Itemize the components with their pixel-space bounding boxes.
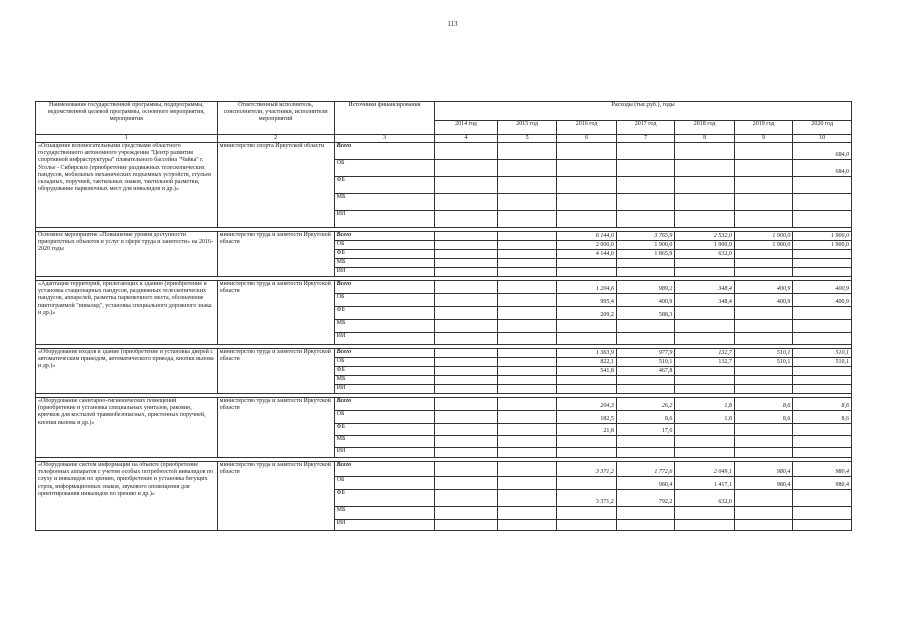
expense-value [497,424,557,436]
expense-value [616,333,675,345]
expense-value [497,398,557,411]
expense-value [734,333,793,345]
expense-value [734,490,793,507]
expense-value [435,349,498,358]
measure-name: Основное мероприятие «Повышение уровня доступности приоритетных объектов и услуг в сфере труда и занятости» на 2016-2020 годы [36,232,218,277]
measure-executor: министерство труда и занятости Иркутской области [217,398,334,458]
funding-source-label: ОБ [334,477,435,490]
expense-value [734,160,793,177]
expense-value: 510,1 [734,358,793,367]
expense-value [497,477,557,490]
expense-value [497,259,557,268]
expense-value: 1 363,9 [557,349,617,358]
expense-value: 3 371,2 [557,462,617,477]
measure-name: «Оборудование санитарно-гигиенических помещений (приобретение и установка специальных унитазов, раковин, крючков для костылей травмобезопасных, пристенных поручней, кнопки вызова и др.)» [36,398,218,458]
expense-value [675,307,735,320]
expense-value: 989,2 [616,281,675,294]
expense-value [497,411,557,424]
funding-source-label: ФБ [334,424,435,436]
funding-source-label: ОБ [334,241,435,250]
expense-value: 588,3 [616,307,675,320]
expense-value [497,507,557,520]
expense-value [557,194,617,211]
expense-value [557,448,617,458]
funding-source-label: ИИ [334,448,435,458]
expense-value: 980,4 [734,477,793,490]
expense-value [435,507,498,520]
expense-value: 132,7 [675,349,735,358]
expense-value: 4 144,0 [557,250,617,259]
year-header: 2015 год [497,121,557,135]
expense-value [734,268,793,277]
expense-value [675,520,735,531]
funding-source-label: Всего [334,143,435,160]
expense-value: 8,6 [734,398,793,411]
expense-value: 1 900,0 [734,241,793,250]
year-header: 2014 год [435,121,498,135]
funding-source-label: ОБ [334,411,435,424]
expense-value [616,177,675,194]
expense-value [675,177,735,194]
expense-value [734,250,793,259]
funding-source-label: МБ [334,507,435,520]
year-header: 2020 год [793,121,852,135]
expense-value: 2 532,0 [675,232,735,241]
funding-source-label: Всего [334,462,435,477]
expense-value [497,376,557,385]
measure-executor: министерство труда и занятости Иркутской области [217,349,334,394]
expense-value [616,376,675,385]
expense-value [557,177,617,194]
expense-value [793,436,852,448]
column-number: 3 [334,135,435,143]
header-executor: Ответственный исполнитель, соисполнители, участники, исполнители мероприятий [217,102,334,135]
expense-value: 1 417,1 [675,477,735,490]
budget-table [35,101,852,531]
funding-source-label: Всего [334,398,435,411]
expense-value [616,520,675,531]
expense-value [497,333,557,345]
expense-value [497,281,557,294]
expense-value [497,177,557,194]
header-sources: Источники финансирования [334,102,435,135]
expense-value [497,448,557,458]
expense-value [675,268,735,277]
column-number: 10 [793,135,852,143]
expense-value [675,333,735,345]
expense-value [435,177,498,194]
expense-value [497,211,557,228]
year-header: 2019 год [734,121,793,135]
expense-value [557,436,617,448]
expense-value [734,177,793,194]
expense-value [675,507,735,520]
expense-value: 1 900,0 [793,241,852,250]
expense-value: 1 900,0 [793,232,852,241]
expense-value: 1 865,9 [616,250,675,259]
funding-source-label: ИИ [334,333,435,345]
expense-value: 26,2 [616,398,675,411]
funding-source-label: Всего [334,281,435,294]
funding-source-label: ОБ [334,294,435,307]
expense-value: 2 000,0 [557,241,617,250]
expense-value [793,507,852,520]
measure-executor: министерство труда и занятости Иркутской области [217,281,334,345]
measure-name: «Адаптация территорий, прилегающих к зданию (приобретение и установка стационарных пандусов, раздвижных телескопических пандусов, аппарелей, разметка парковочного места, обозначение пиктограммой "инвалид", установка специального дорожного знака и др.)» [36,281,218,345]
expense-value: 684,0 [793,160,852,177]
expense-value: 1 772,6 [616,462,675,477]
expense-value [435,160,498,177]
expense-value [435,250,498,259]
expense-value: 8,6 [734,411,793,424]
expense-value: 541,8 [557,367,617,376]
column-number: 8 [675,135,735,143]
funding-source-label: Всего [334,232,435,241]
funding-source-label: МБ [334,436,435,448]
expense-value [616,268,675,277]
expense-value: 792,2 [616,490,675,507]
expense-value [557,143,617,160]
column-number: 2 [217,135,334,143]
expense-value [557,259,617,268]
expense-value [675,194,735,211]
funding-source-label: ФБ [334,490,435,507]
expense-value [435,268,498,277]
expense-value [497,358,557,367]
expense-value [734,385,793,394]
expense-value [616,448,675,458]
expense-value [793,333,852,345]
measure-executor: министерство спорта Иркутской области [217,143,334,228]
year-header: 2018 год [675,121,735,135]
expense-value [734,307,793,320]
expense-value: 3 765,9 [616,232,675,241]
expense-value: 348,4 [675,294,735,307]
expense-value [435,367,498,376]
expense-value [734,367,793,376]
expense-value [435,448,498,458]
expense-value: 822,1 [557,358,617,367]
expense-value [793,194,852,211]
expense-value [497,250,557,259]
expense-value [557,507,617,520]
expense-value [435,259,498,268]
expense-value [734,320,793,333]
expense-value [497,436,557,448]
expense-value [435,320,498,333]
expense-value: 995,4 [557,294,617,307]
expense-value [435,241,498,250]
expense-value: 1 204,6 [557,281,617,294]
expense-value: 510,1 [734,349,793,358]
year-header: 2017 год [616,121,675,135]
expense-value: 684,0 [793,143,852,160]
expense-value: 980,4 [793,477,852,490]
expense-value [497,232,557,241]
expense-value: 980,4 [734,462,793,477]
expense-value: 132,7 [675,358,735,367]
column-number: 9 [734,135,793,143]
page-number: 113 [447,20,458,28]
funding-source-label: ИИ [334,211,435,228]
funding-source-label: ФБ [334,367,435,376]
expense-value: 400,9 [793,281,852,294]
funding-source-label: Всего [334,349,435,358]
expense-value [435,477,498,490]
measure-name: «Оборудование входов в здание (приобретение и установка дверей с автоматическим приводом, автоматического привода, кнопки вызова и др.)» [36,349,218,394]
header-expenses: Расходы (тыс.руб.), годы [435,102,852,121]
expense-value [435,376,498,385]
expense-value [435,143,498,160]
measure-name: «Оснащение вспомогательными средствами областного государственного автономного учреждения "Центр развития спортивной инфраструктуры" плавательного бассейна "Чайка" г. Усолье - Сибирское (приобретение раздвижных телескопических пандусов, мобильных механических подъемных устройств, стульев складных, поручней, тактильных знаков, тактильной разметки, оборудование парковочных мест для инвалидов и др.)» [36,143,218,228]
expense-value: 1,8 [675,411,735,424]
expense-value [435,194,498,211]
expense-value [497,385,557,394]
funding-source-label: МБ [334,320,435,333]
table-body [36,143,852,531]
column-number: 5 [497,135,557,143]
expense-value [616,211,675,228]
expense-value: 3 371,2 [557,490,617,507]
expense-value [616,194,675,211]
expense-value [497,367,557,376]
expense-value [435,294,498,307]
expense-value: 6 144,0 [557,232,617,241]
expense-value [497,490,557,507]
expense-value [557,385,617,394]
expense-value [557,333,617,345]
expense-value [675,143,735,160]
expense-value: 510,1 [793,349,852,358]
expense-value [497,241,557,250]
expense-value [734,507,793,520]
expense-value [675,424,735,436]
expense-value: 8,6 [616,411,675,424]
expense-value [497,143,557,160]
expense-value [793,268,852,277]
expense-value: 1 900,0 [734,232,793,241]
funding-source-label: МБ [334,259,435,268]
expense-value [793,307,852,320]
measure-name: «Оборудование систем информации на объекте (приобретение телефонных аппаратов с учетом особых потребностей инвалидов по слуху и инвалидов по зрению, приобретение и установка бегущих строк, информационных знаков, звукового оповещения для ориентирования инвалидов по зрению и др.)» [36,462,218,531]
expense-value [435,490,498,507]
expense-value [793,259,852,268]
expense-value [734,376,793,385]
expense-value: 209,2 [557,307,617,320]
expense-value: 400,9 [734,281,793,294]
expense-value [497,462,557,477]
column-number: 4 [435,135,498,143]
expense-value [675,259,735,268]
expense-value [435,385,498,394]
expense-value: 977,9 [616,349,675,358]
expense-value: 400,9 [793,294,852,307]
expense-value [793,211,852,228]
expense-value [734,259,793,268]
measure-executor: министерство труда и занятости Иркутской области [217,462,334,531]
funding-source-label: ОБ [334,160,435,177]
expense-value: 510,1 [616,358,675,367]
expense-value [793,424,852,436]
expense-value [734,436,793,448]
expense-value [557,160,617,177]
expense-value [435,398,498,411]
table-row [36,232,852,241]
table-row [36,462,852,477]
year-header: 2016 год [557,121,617,135]
expense-value: 1 900,0 [675,241,735,250]
expense-value [497,307,557,320]
funding-source-label: ФБ [334,177,435,194]
expense-value [616,259,675,268]
expense-value [557,376,617,385]
expense-value [616,160,675,177]
expense-value [435,436,498,448]
expense-value [793,490,852,507]
expense-value [435,411,498,424]
expense-value [435,462,498,477]
expense-value [616,320,675,333]
expense-value: 204,3 [557,398,617,411]
expense-value: 400,9 [616,294,675,307]
expense-value: 400,9 [734,294,793,307]
expense-value [435,424,498,436]
expense-value [734,520,793,531]
funding-source-label: МБ [334,194,435,211]
expense-value: 467,8 [616,367,675,376]
expense-value [497,520,557,531]
expense-value [734,194,793,211]
header-program: Наименование государственной программы, подпрограммы, ведомственной целевой программы, основного мероприятия, мероприятия [36,102,218,135]
expense-value [616,436,675,448]
expense-value: 1,8 [675,398,735,411]
expense-value [793,448,852,458]
expense-value [793,177,852,194]
expense-value [435,211,498,228]
table-row [36,398,852,411]
expense-value: 348,4 [675,281,735,294]
column-number: 7 [616,135,675,143]
expense-value [675,367,735,376]
expense-value [435,358,498,367]
expense-value [734,424,793,436]
expense-value: 1 900,0 [616,241,675,250]
column-number: 6 [557,135,617,143]
expense-value [793,250,852,259]
expense-value [675,320,735,333]
expense-value [793,367,852,376]
expense-value [793,376,852,385]
expense-value: 632,0 [675,250,735,259]
expense-value [557,268,617,277]
expense-value [616,385,675,394]
funding-source-label: ФБ [334,250,435,259]
expense-value [497,160,557,177]
expense-value: 632,0 [675,490,735,507]
expense-value [435,333,498,345]
expense-value: 21,8 [557,424,617,436]
expense-value: 2 049,1 [675,462,735,477]
expense-value [793,385,852,394]
expense-value [616,143,675,160]
funding-source-label: ФБ [334,307,435,320]
measure-executor: министерство труда и занятости Иркутской области [217,232,334,277]
expense-value [675,385,735,394]
expense-value: 8,6 [793,411,852,424]
expense-value [497,349,557,358]
column-number: 1 [36,135,218,143]
funding-source-label: ИИ [334,520,435,531]
expense-value [557,320,617,333]
expense-value [435,281,498,294]
expense-value [734,211,793,228]
expense-value [497,268,557,277]
expense-value: 980,4 [616,477,675,490]
expense-value: 8,6 [793,398,852,411]
expense-value: 17,6 [616,424,675,436]
table-row [36,349,852,358]
expense-value: 980,4 [793,462,852,477]
expense-value [675,160,735,177]
expense-value [793,320,852,333]
table-row [36,281,852,294]
expense-value [675,376,735,385]
funding-source-label: ИИ [334,385,435,394]
expense-value: 182,5 [557,411,617,424]
expense-value [435,232,498,241]
table-row [36,143,852,160]
funding-source-label: ИИ [334,268,435,277]
expense-value [734,448,793,458]
expense-value [557,211,617,228]
expense-value [675,211,735,228]
expense-value [497,320,557,333]
expense-value [497,294,557,307]
expense-value [675,436,735,448]
column-number-row [36,135,852,143]
expense-value: 510,1 [793,358,852,367]
funding-source-label: МБ [334,376,435,385]
expense-value [435,307,498,320]
expense-value [793,520,852,531]
expense-value [616,507,675,520]
funding-source-label: ОБ [334,358,435,367]
expense-value [734,143,793,160]
expense-value [497,194,557,211]
expense-value [557,477,617,490]
expense-value [675,448,735,458]
expense-value [435,520,498,531]
expense-value [557,520,617,531]
